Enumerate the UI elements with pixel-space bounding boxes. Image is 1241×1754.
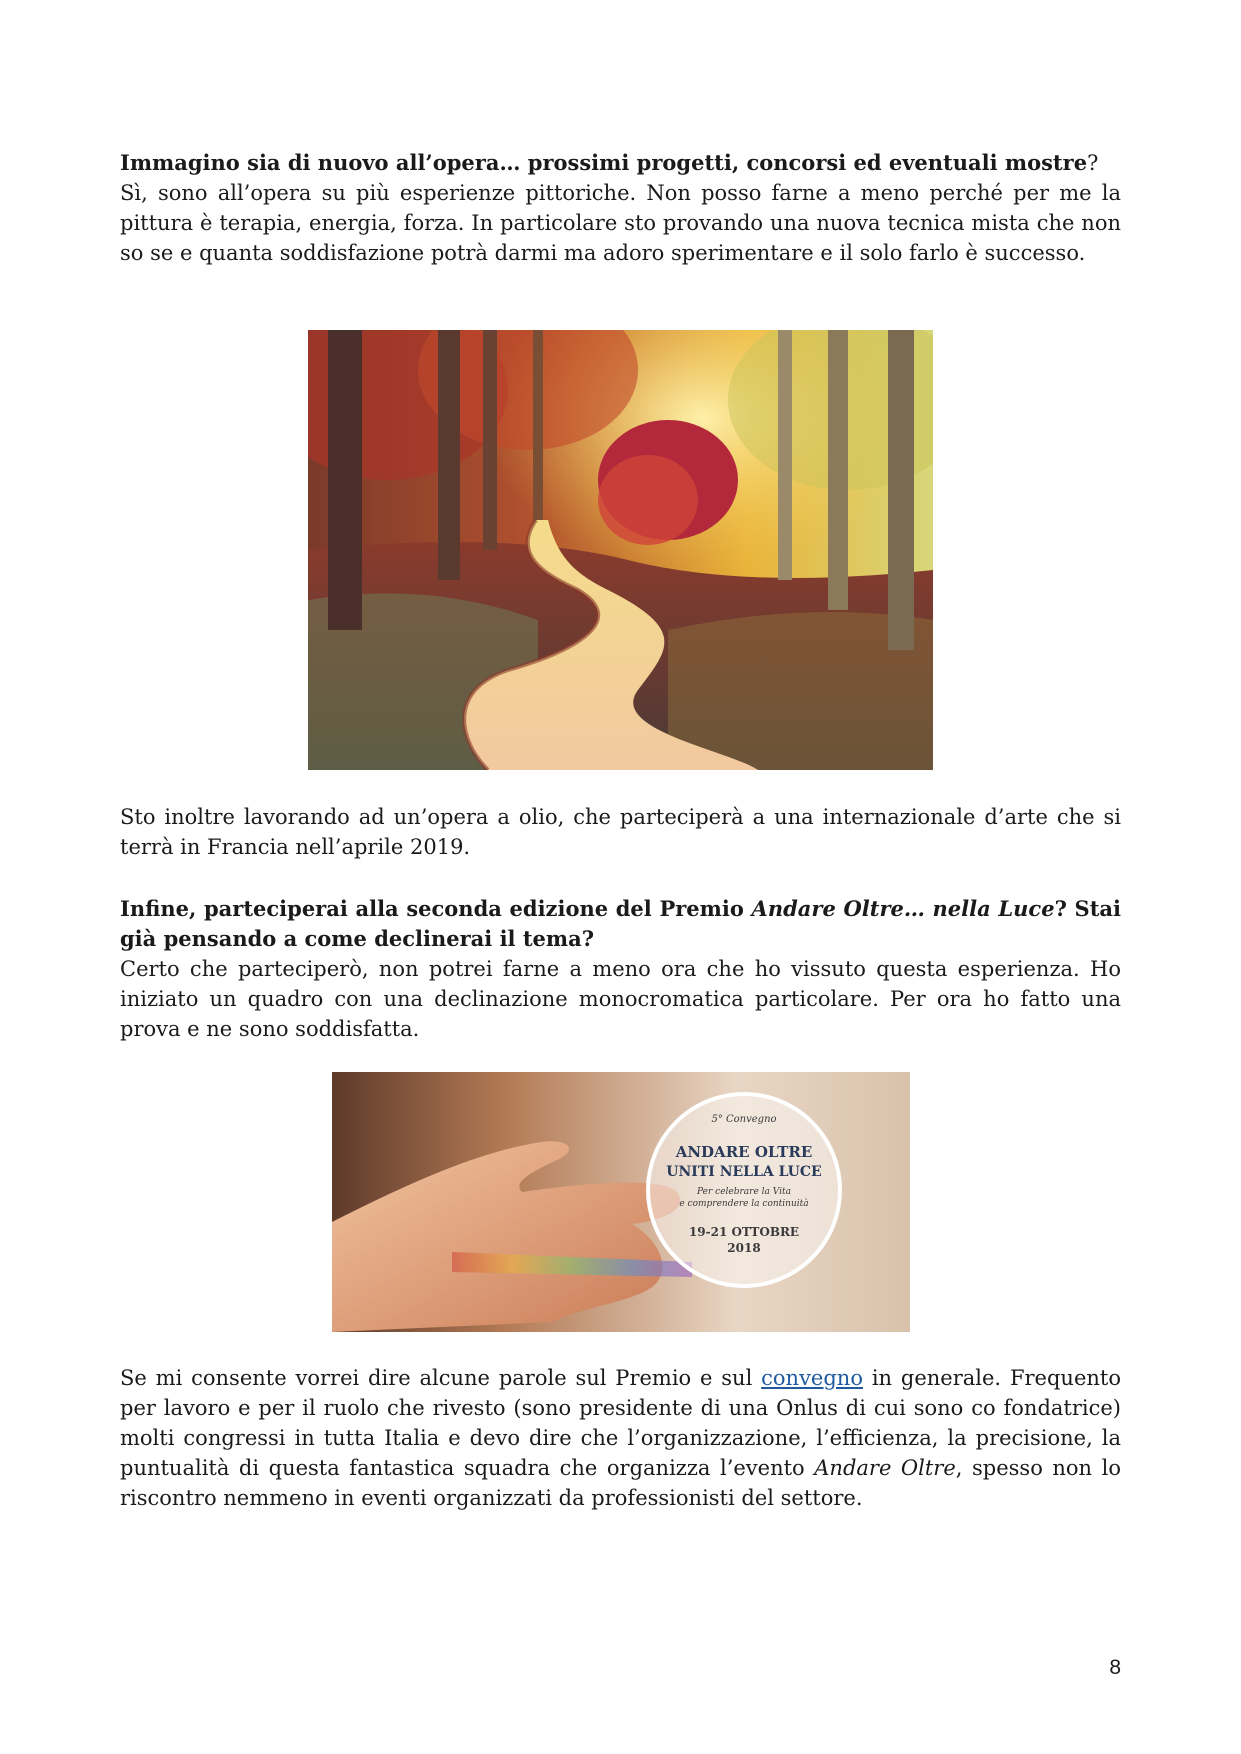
painting-image (308, 330, 933, 770)
question-1-mark: ? (1087, 151, 1099, 175)
banner-line-5: 19-21 OTTOBRE (688, 1225, 800, 1239)
banner-line-3: Per celebrare la Vita (697, 1187, 791, 1197)
question-heading-1 (120, 148, 1121, 178)
banner-line-4: e comprendere la continuità (679, 1199, 809, 1209)
question-1-text: Immagino sia di nuovo all’opera… prossimi progetti, concorsi ed eventuali mostre (120, 150, 1088, 175)
paragraph-3-part3: , spesso non lo riscontro nemmeno in eventi organizzati da professionisti del settore. (120, 1456, 1121, 1510)
convegno-link[interactable]: convegno (761, 1366, 863, 1390)
question-2-italic: Andare Oltre… nella Luce (751, 896, 1055, 921)
banner-line-6: 2018 (727, 1241, 761, 1255)
answer-2: Certo che parteciperò, non potrei farne a meno ora che ho vissuto questa esperienza. Ho iniziato un quadro con una declinazione monocromatica particolare. Per ora ho fatto una prova e ne sono soddisfatta. (120, 957, 1121, 1041)
question-2-part1: Infine, parteciperai alla seconda edizione del Premio (120, 896, 752, 921)
paragraph-2: Sto inoltre lavorando ad un’opera a olio, che parteciperà a una internazionale d’arte che si terrà in Francia nell’aprile 2019. (120, 805, 1121, 859)
banner-line-1: ANDARE OLTRE (675, 1143, 813, 1161)
paragraph-3-part2: in generale. Frequento per lavoro e per il ruolo che rivesto (sono presidente di una Onlus di cui sono co fondatrice) molti congressi in tutta Italia e devo dire che l’organizzazione, l’efficienza, la precisione, la puntualità di questa fantastica squadra che organizza l’evento (120, 1366, 1121, 1480)
banner-line-2: UNITI NELLA LUCE (666, 1164, 822, 1180)
forest-path-painting (308, 330, 933, 770)
question-heading-2 (120, 894, 1121, 954)
question-2-part2: ? Stai già pensando a come declinerai il tema? (120, 896, 1121, 951)
paragraph-3-part1: Se mi consente vorrei dire alcune parole sul Premio e sul (120, 1366, 762, 1390)
answer-1: Sì, sono all’opera su più esperienze pittoriche. Non posso farne a meno perché per me la pittura è terapia, energia, forza. In particolare sto provando una nuova tecnica mista che non so se e quanta soddisfazione potrà darmi ma adoro sperimentare e il solo farlo è successo. (120, 181, 1121, 265)
paragraph-3 (120, 1363, 1121, 1513)
banner-image (332, 1072, 910, 1332)
paragraph-3-italic: Andare Oltre (814, 1456, 956, 1480)
banner-line-0: 5° Convegno (711, 1114, 777, 1125)
page-number: 8 (1109, 1656, 1121, 1679)
convegno-banner (332, 1072, 910, 1332)
